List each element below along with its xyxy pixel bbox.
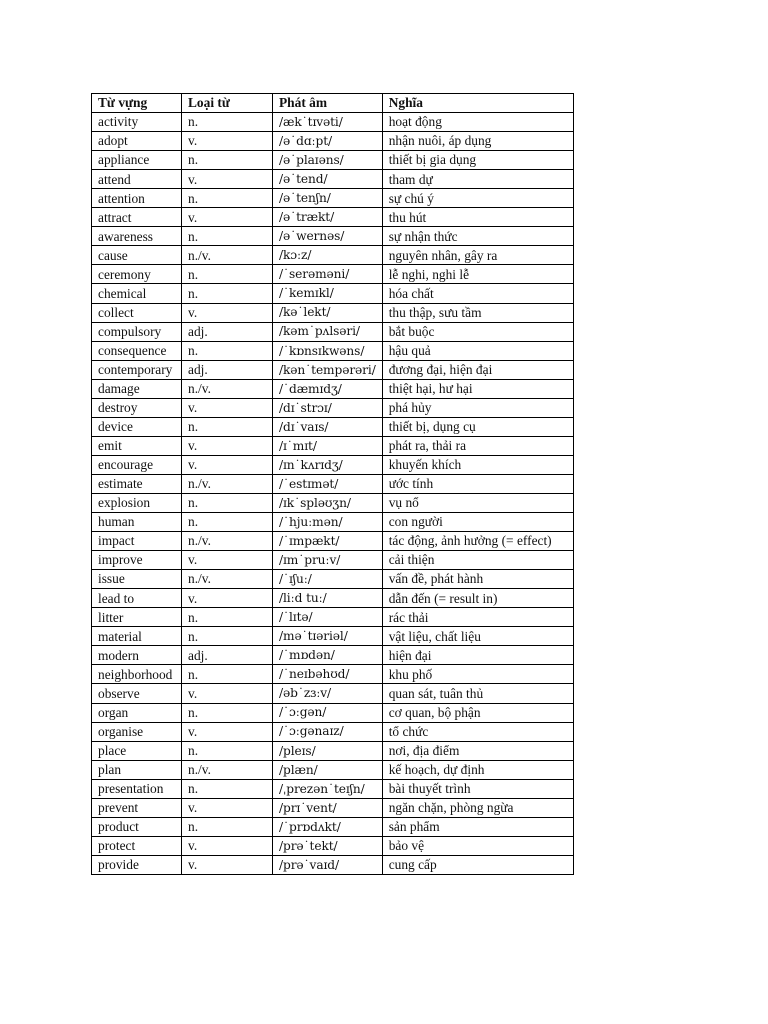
- cell-pronunciation: /˙neɪbəhʊd/: [273, 665, 383, 684]
- table-row: [92, 303, 574, 322]
- cell-meaning: đương đại, hiện đại: [382, 360, 573, 379]
- cell-word-type: n.: [182, 627, 273, 646]
- cell-meaning: thu hút: [382, 208, 573, 227]
- cell-word: appliance: [92, 151, 182, 170]
- cell-pronunciation: /˙ɔːgənaɪz/: [273, 722, 383, 741]
- cell-pronunciation: /˙prɒdʌkt/: [273, 817, 383, 836]
- cell-pronunciation: /ə˙wernəs/: [273, 227, 383, 246]
- cell-meaning: sự nhận thức: [382, 227, 573, 246]
- cell-meaning: hoạt động: [382, 113, 573, 132]
- table-row: [92, 246, 574, 265]
- table-row: [92, 836, 574, 855]
- cell-meaning: tổ chức: [382, 722, 573, 741]
- cell-word-type: adj.: [182, 322, 273, 341]
- cell-word: estimate: [92, 474, 182, 493]
- cell-pronunciation: /kə˙lekt/: [273, 303, 383, 322]
- cell-word-type: n.: [182, 817, 273, 836]
- cell-word: collect: [92, 303, 182, 322]
- cell-pronunciation: /plæn/: [273, 760, 383, 779]
- cell-word-type: v.: [182, 836, 273, 855]
- cell-word: cause: [92, 246, 182, 265]
- cell-pronunciation: /mə˙tɪəriəl/: [273, 627, 383, 646]
- cell-word-type: n./v.: [182, 570, 273, 589]
- cell-pronunciation: /˙kemɪkl/: [273, 284, 383, 303]
- cell-meaning: sản phẩm: [382, 817, 573, 836]
- cell-word: consequence: [92, 341, 182, 360]
- cell-word-type: v.: [182, 722, 273, 741]
- cell-word: impact: [92, 532, 182, 551]
- cell-meaning: nguyên nhân, gây ra: [382, 246, 573, 265]
- table-row: [92, 474, 574, 493]
- cell-pronunciation: /ɪk˙spləʊʒn/: [273, 493, 383, 512]
- cell-word: provide: [92, 855, 182, 874]
- cell-meaning: hiện đại: [382, 646, 573, 665]
- cell-meaning: cải thiện: [382, 551, 573, 570]
- cell-word: prevent: [92, 798, 182, 817]
- cell-pronunciation: /kɔːz/: [273, 246, 383, 265]
- cell-word-type: v.: [182, 436, 273, 455]
- cell-word-type: n./v.: [182, 246, 273, 265]
- cell-word: lead to: [92, 589, 182, 608]
- cell-pronunciation: /ə˙tenʃn/: [273, 189, 383, 208]
- cell-word: chemical: [92, 284, 182, 303]
- cell-word-type: n.: [182, 608, 273, 627]
- cell-meaning: khuyến khích: [382, 455, 573, 474]
- table-row: [92, 265, 574, 284]
- cell-word: protect: [92, 836, 182, 855]
- cell-meaning: dẫn đến (= result in): [382, 589, 573, 608]
- cell-word-type: n.: [182, 665, 273, 684]
- table-row: [92, 341, 574, 360]
- table-row: [92, 417, 574, 436]
- cell-meaning: sự chú ý: [382, 189, 573, 208]
- cell-meaning: tham dự: [382, 170, 573, 189]
- cell-word-type: n.: [182, 703, 273, 722]
- cell-word-type: n./v.: [182, 532, 273, 551]
- table-row: [92, 151, 574, 170]
- cell-meaning: phá hủy: [382, 398, 573, 417]
- table-row: [92, 208, 574, 227]
- cell-pronunciation: /ɪ˙mɪt/: [273, 436, 383, 455]
- cell-word: organise: [92, 722, 182, 741]
- table-row: [92, 455, 574, 474]
- cell-word-type: n.: [182, 265, 273, 284]
- cell-word-type: n./v.: [182, 760, 273, 779]
- cell-meaning: khu phố: [382, 665, 573, 684]
- table-row: [92, 322, 574, 341]
- cell-meaning: thu thập, sưu tầm: [382, 303, 573, 322]
- table-row: [92, 284, 574, 303]
- table-row: [92, 608, 574, 627]
- cell-meaning: bài thuyết trình: [382, 779, 573, 798]
- cell-word-type: adj.: [182, 360, 273, 379]
- cell-meaning: cung cấp: [382, 855, 573, 874]
- cell-meaning: vấn đề, phát hành: [382, 570, 573, 589]
- cell-pronunciation: /˙dæmɪdʒ/: [273, 379, 383, 398]
- table-row: [92, 665, 574, 684]
- cell-word: place: [92, 741, 182, 760]
- cell-pronunciation: /ˌprezən˙teɪʃn/: [273, 779, 383, 798]
- cell-meaning: vật liệu, chất liệu: [382, 627, 573, 646]
- cell-pronunciation: /˙serəməni/: [273, 265, 383, 284]
- cell-meaning: con người: [382, 513, 573, 532]
- vocabulary-table: [91, 93, 574, 875]
- cell-pronunciation: /˙kɒnsɪkwəns/: [273, 341, 383, 360]
- cell-word: contemporary: [92, 360, 182, 379]
- cell-meaning: vụ nổ: [382, 493, 573, 512]
- cell-pronunciation: /æk˙tɪvəti/: [273, 113, 383, 132]
- cell-word: improve: [92, 551, 182, 570]
- cell-word-type: v.: [182, 589, 273, 608]
- cell-word: attention: [92, 189, 182, 208]
- table-row: [92, 646, 574, 665]
- cell-meaning: hóa chất: [382, 284, 573, 303]
- cell-word: attend: [92, 170, 182, 189]
- table-row: [92, 398, 574, 417]
- cell-pronunciation: /˙hjuːmən/: [273, 513, 383, 532]
- cell-word: neighborhood: [92, 665, 182, 684]
- cell-word: issue: [92, 570, 182, 589]
- cell-word: presentation: [92, 779, 182, 798]
- cell-word: attract: [92, 208, 182, 227]
- table-row: [92, 532, 574, 551]
- cell-word: activity: [92, 113, 182, 132]
- table-row: [92, 589, 574, 608]
- cell-word: product: [92, 817, 182, 836]
- cell-pronunciation: /prə˙tekt/: [273, 836, 383, 855]
- cell-word-type: n.: [182, 741, 273, 760]
- table-row: [92, 379, 574, 398]
- cell-meaning: bắt buộc: [382, 322, 573, 341]
- cell-word-type: v.: [182, 455, 273, 474]
- cell-word-type: v.: [182, 208, 273, 227]
- cell-meaning: kế hoạch, dự định: [382, 760, 573, 779]
- table-row: [92, 779, 574, 798]
- table-row: [92, 741, 574, 760]
- cell-word: compulsory: [92, 322, 182, 341]
- table-row: [92, 798, 574, 817]
- cell-pronunciation: /˙lɪtə/: [273, 608, 383, 627]
- header-word: Từ vựng: [92, 94, 182, 113]
- cell-word-type: v.: [182, 170, 273, 189]
- table-row: [92, 227, 574, 246]
- table-row: [92, 170, 574, 189]
- table-row: [92, 722, 574, 741]
- cell-word-type: n.: [182, 493, 273, 512]
- table-row: [92, 360, 574, 379]
- cell-word-type: n.: [182, 779, 273, 798]
- header-pronunciation: Phát âm: [273, 94, 383, 113]
- cell-pronunciation: /kəm˙pʌlsəri/: [273, 322, 383, 341]
- cell-word-type: n.: [182, 227, 273, 246]
- table-row: [92, 113, 574, 132]
- cell-pronunciation: /prə˙vaɪd/: [273, 855, 383, 874]
- table-row: [92, 627, 574, 646]
- cell-word: material: [92, 627, 182, 646]
- cell-word-type: n.: [182, 341, 273, 360]
- cell-meaning: thiết bị gia dụng: [382, 151, 573, 170]
- cell-word: ceremony: [92, 265, 182, 284]
- cell-pronunciation: /˙mɒdən/: [273, 646, 383, 665]
- cell-pronunciation: /əb˙zɜːv/: [273, 684, 383, 703]
- cell-word-type: v.: [182, 798, 273, 817]
- cell-pronunciation: /prɪ˙vent/: [273, 798, 383, 817]
- cell-word-type: v.: [182, 551, 273, 570]
- cell-pronunciation: /kən˙tempərəri/: [273, 360, 383, 379]
- cell-pronunciation: /pleɪs/: [273, 741, 383, 760]
- cell-word-type: n.: [182, 151, 273, 170]
- table-row: [92, 513, 574, 532]
- cell-meaning: tác động, ảnh hưởng (= effect): [382, 532, 573, 551]
- table-row: [92, 551, 574, 570]
- cell-word: explosion: [92, 493, 182, 512]
- cell-word: human: [92, 513, 182, 532]
- cell-meaning: ước tính: [382, 474, 573, 493]
- cell-meaning: nhận nuôi, áp dụng: [382, 132, 573, 151]
- cell-word-type: v.: [182, 398, 273, 417]
- cell-meaning: bảo vệ: [382, 836, 573, 855]
- cell-word-type: n.: [182, 417, 273, 436]
- cell-pronunciation: /ə˙dɑːpt/: [273, 132, 383, 151]
- table-body: [92, 113, 574, 875]
- cell-word: adopt: [92, 132, 182, 151]
- cell-pronunciation: /˙estɪmət/: [273, 474, 383, 493]
- cell-pronunciation: /ɪm˙pruːv/: [273, 551, 383, 570]
- cell-meaning: cơ quan, bộ phận: [382, 703, 573, 722]
- table-row: [92, 493, 574, 512]
- table-row: [92, 436, 574, 455]
- cell-word-type: adj.: [182, 646, 273, 665]
- table-row: [92, 760, 574, 779]
- table-row: [92, 684, 574, 703]
- cell-pronunciation: /dɪ˙strɔɪ/: [273, 398, 383, 417]
- table-header-row: [92, 94, 574, 113]
- cell-word: damage: [92, 379, 182, 398]
- cell-word: device: [92, 417, 182, 436]
- cell-word: modern: [92, 646, 182, 665]
- cell-pronunciation: /ə˙trækt/: [273, 208, 383, 227]
- table-row: [92, 703, 574, 722]
- table-row: [92, 817, 574, 836]
- cell-word-type: v.: [182, 132, 273, 151]
- cell-word: destroy: [92, 398, 182, 417]
- cell-word-type: n.: [182, 284, 273, 303]
- cell-meaning: quan sát, tuân thủ: [382, 684, 573, 703]
- table-row: [92, 855, 574, 874]
- cell-meaning: thiết bị, dụng cụ: [382, 417, 573, 436]
- cell-word-type: n.: [182, 189, 273, 208]
- cell-word: awareness: [92, 227, 182, 246]
- cell-word-type: v.: [182, 684, 273, 703]
- cell-pronunciation: /ə˙plaɪəns/: [273, 151, 383, 170]
- cell-word-type: v.: [182, 855, 273, 874]
- cell-pronunciation: /˙ɪʃuː/: [273, 570, 383, 589]
- cell-word: observe: [92, 684, 182, 703]
- cell-pronunciation: /ɪn˙kʌrɪdʒ/: [273, 455, 383, 474]
- cell-word: plan: [92, 760, 182, 779]
- cell-word-type: n./v.: [182, 379, 273, 398]
- header-meaning: Nghĩa: [382, 94, 573, 113]
- cell-meaning: lễ nghi, nghi lễ: [382, 265, 573, 284]
- cell-word-type: n.: [182, 113, 273, 132]
- table-row: [92, 570, 574, 589]
- cell-word: encourage: [92, 455, 182, 474]
- table-row: [92, 132, 574, 151]
- cell-meaning: phát ra, thải ra: [382, 436, 573, 455]
- cell-word-type: v.: [182, 303, 273, 322]
- cell-meaning: rác thải: [382, 608, 573, 627]
- cell-pronunciation: /˙ɪmpækt/: [273, 532, 383, 551]
- table-row: [92, 189, 574, 208]
- cell-meaning: hậu quả: [382, 341, 573, 360]
- cell-meaning: thiệt hại, hư hại: [382, 379, 573, 398]
- cell-word: litter: [92, 608, 182, 627]
- cell-meaning: nơi, địa điểm: [382, 741, 573, 760]
- cell-word-type: n.: [182, 513, 273, 532]
- cell-pronunciation: /ə˙tend/: [273, 170, 383, 189]
- cell-pronunciation: /liːd tuː/: [273, 589, 383, 608]
- cell-pronunciation: /˙ɔːgən/: [273, 703, 383, 722]
- cell-pronunciation: /dɪ˙vaɪs/: [273, 417, 383, 436]
- cell-word-type: n./v.: [182, 474, 273, 493]
- cell-word: organ: [92, 703, 182, 722]
- cell-word: emit: [92, 436, 182, 455]
- cell-meaning: ngăn chặn, phòng ngừa: [382, 798, 573, 817]
- header-word-type: Loại từ: [182, 94, 273, 113]
